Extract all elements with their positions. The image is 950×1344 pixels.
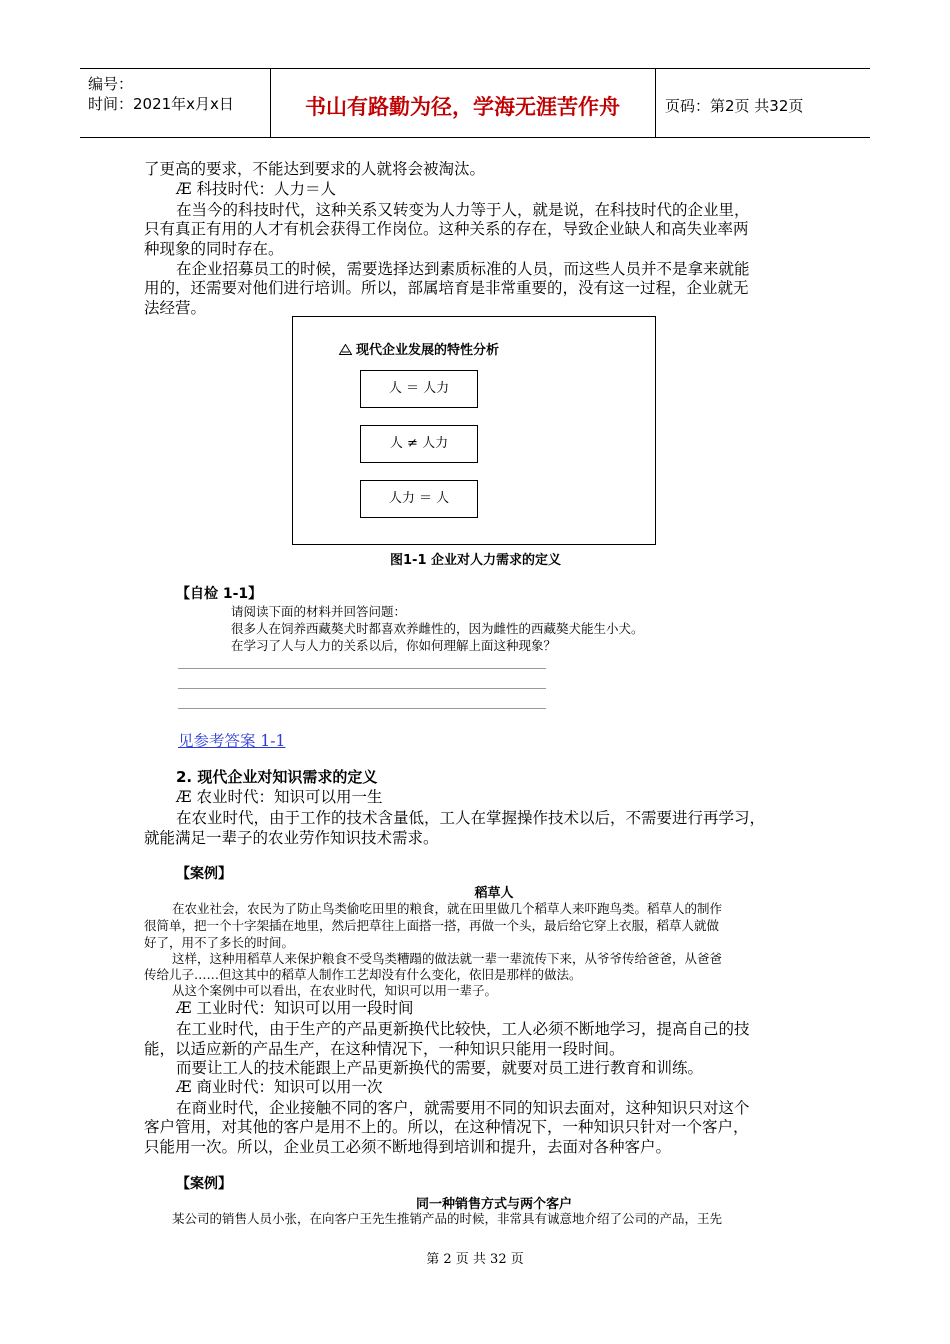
page-footer: 第 2 页 共 32 页 (426, 1252, 524, 1267)
answer-line (178, 708, 546, 709)
case-line: 在农业社会，农民为了防止鸟类偷吃田里的粮食，就在田里做几个稻草人来吓跑鸟类。稻草人的制作 (172, 901, 723, 916)
figure-equation-box: 人 ≠ 人力 (360, 425, 478, 463)
reference-answer-link[interactable]: 见参考答案 1-1 (178, 732, 286, 750)
selfcheck-line: 很多人在饲养西藏獒犬时都喜欢养雌性的，因为雌性的西藏獒犬能生小犬。 (231, 621, 644, 636)
header-motto: 书山有路勤为径，学海无涯苦作舟 (305, 95, 620, 119)
answer-line (178, 668, 546, 669)
body-line: 在当今的科技时代，这种关系又转变为人力等于人，就是说，在科技时代的企业里， (176, 201, 750, 219)
body-line: 在工业时代，由于生产的产品更新换代比较快，工人必须不断地学习，提高自己的技 (176, 1020, 750, 1038)
body-line: 用的，还需要对他们进行培训。所以，部属培育是非常重要的，没有这一过程，企业就无 (144, 279, 749, 297)
warning-triangle-icon (339, 344, 352, 355)
bullet-item: Æ 工业时代：知识可以用一段时间 (176, 999, 414, 1017)
selfcheck-line: 在学习了人与人力的关系以后，你如何理解上面这种现象？ (231, 638, 557, 653)
case-line: 很简单，把一个十字架插在地里，然后把草往上面搭一搭，再做一个头，最后给它穿上衣服，稻草人就做 (144, 918, 720, 933)
case-heading: 【案例】 (176, 1176, 232, 1192)
body-line: 只能用一次。所以，企业员工必须不断地得到培训和提升，去面对各种客户。 (144, 1138, 672, 1156)
header-page-info: 页码：第2页 共32页 (665, 97, 804, 115)
case-line: 从这个案例中可以看出，在农业时代，知识可以用一辈子。 (172, 983, 498, 998)
figure-caption: 图1-1 企业对人力需求的定义 (390, 553, 562, 568)
document-number-label: 编号： (88, 75, 134, 93)
case-line: 好了，用不了多长的时间。 (144, 935, 295, 950)
body-line: 在企业招募员工的时候，需要选择达到素质标准的人员，而这些人员并不是拿来就能 (176, 260, 750, 278)
case-title: 稻草人 (474, 886, 514, 901)
selfcheck-heading: 【自检 1-1】 (176, 586, 263, 602)
bullet-item: Æ 农业时代：知识可以用一生 (176, 788, 383, 806)
case-title: 同一种销售方式与两个客户 (415, 1197, 572, 1212)
body-line: 就能满足一辈子的农业劳作知识技术需求。 (144, 829, 439, 847)
case-line: 传给儿子……但这其中的稻草人制作工艺却没有什么变化，依旧是那样的做法。 (144, 967, 582, 982)
selfcheck-line: 请阅读下面的材料并回答问题： (231, 604, 407, 619)
document-date-label: 时间：2021年x月x日 (88, 95, 234, 113)
page-header (80, 68, 870, 138)
bullet-item: Æ 科技时代：人力＝人 (176, 180, 336, 198)
body-line: 了更高的要求，不能达到要求的人就将会被淘汰。 (144, 160, 486, 178)
figure-equation-box: 人力 ＝ 人 (360, 480, 478, 518)
section-heading: 2. 现代企业对知识需求的定义 (176, 768, 378, 786)
figure-title-text: 现代企业发展的特性分析 (356, 343, 500, 358)
body-line: 能，以适应新的产品生产，在这种情况下，一种知识只能用一段时间。 (144, 1040, 625, 1058)
header-divider (655, 69, 656, 137)
figure-box (292, 316, 656, 545)
case-heading: 【案例】 (176, 866, 232, 882)
figure-title (339, 339, 499, 358)
body-line: 在商业时代，企业接触不同的客户，就需要用不同的知识去面对，这种知识只对这个 (176, 1099, 750, 1117)
body-line: 客户管用，对其他的客户是用不上的。所以，在这种情况下，一种知识只针对一个客户， (144, 1118, 749, 1136)
body-line: 种现象的同时存在。 (144, 240, 284, 258)
bullet-item: Æ 商业时代：知识可以用一次 (176, 1078, 383, 1096)
body-line: 法经营。 (144, 299, 207, 317)
case-line: 这样，这种用稻草人来保护粮食不受鸟类糟蹋的做法就一辈一辈流传下来，从爷爷传给爸爸，从爸爸 (172, 951, 723, 966)
case-line: 某公司的销售人员小张，在向客户王先生推销产品的时候，非常具有诚意地介绍了公司的产品，王先 (172, 1211, 723, 1226)
answer-line (178, 688, 546, 689)
body-line: 而要让工人的技术能跟上产品更新换代的需要，就要对员工进行教育和训练。 (176, 1059, 704, 1077)
figure-equation-box: 人 ＝ 人力 (360, 370, 478, 408)
body-line: 在农业时代，由于工作的技术含量低，工人在掌握操作技术以后，不需要进行再学习， (176, 809, 766, 827)
body-line: 只有真正有用的人才有机会获得工作岗位。这种关系的存在，导致企业缺人和高失业率两 (144, 220, 749, 238)
